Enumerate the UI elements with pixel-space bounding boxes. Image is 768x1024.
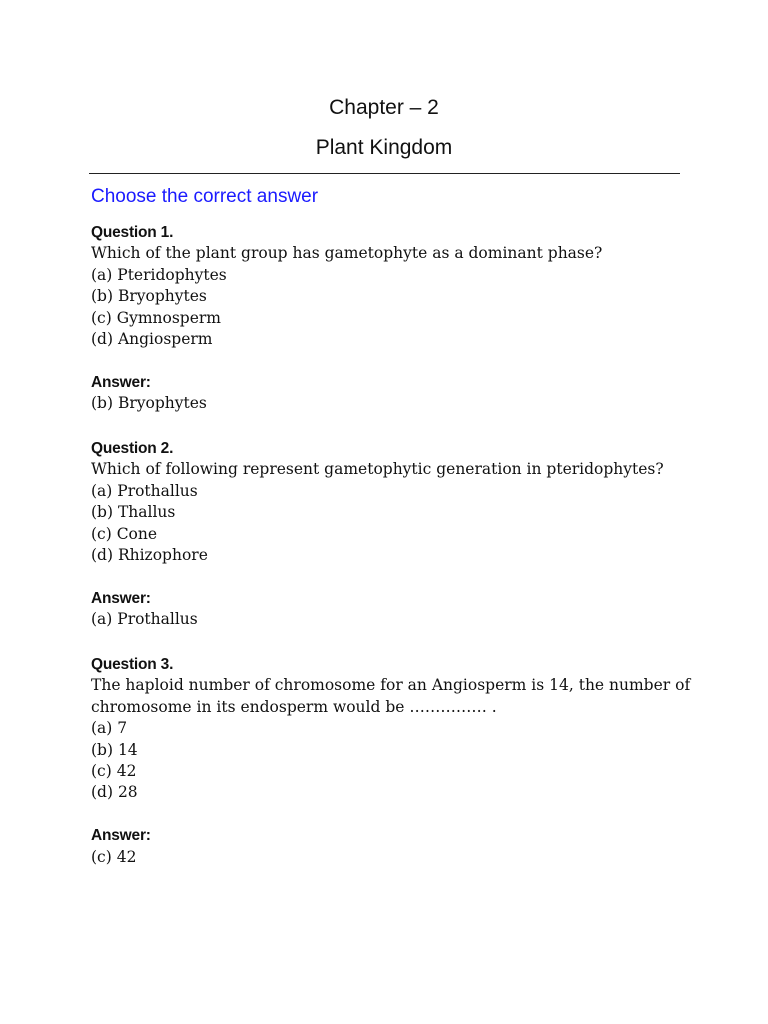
option-a: (a) Prothallus bbox=[91, 481, 198, 500]
option-d: (d) Angiosperm bbox=[91, 330, 213, 349]
chapter-number: Chapter – 2 bbox=[329, 96, 439, 119]
question-text: Which of the plant group has gametophyte as a dominant phase? bbox=[91, 244, 603, 263]
question-label: Question 2. bbox=[91, 440, 174, 457]
page-title: Plant Kingdom bbox=[315, 136, 453, 159]
question-block-3 bbox=[91, 654, 691, 868]
option-a: (a) Pteridophytes bbox=[91, 265, 227, 284]
answer-label: Answer: bbox=[91, 373, 151, 391]
answer-text: (a) Prothallus bbox=[91, 610, 198, 629]
option-d: (d) 28 bbox=[91, 783, 138, 802]
option-b: (b) Bryophytes bbox=[91, 287, 207, 306]
question-label: Question 3. bbox=[91, 656, 174, 673]
answer-text: (b) Bryophytes bbox=[91, 394, 207, 413]
question-text: Which of following represent gametophytic generation in pteridophytes? bbox=[91, 460, 664, 479]
answer-text: (c) 42 bbox=[91, 847, 137, 866]
question-block-1 bbox=[91, 222, 681, 415]
option-c: (c) 42 bbox=[91, 762, 137, 781]
option-d: (d) Rhizophore bbox=[91, 546, 208, 565]
answer-label: Answer: bbox=[91, 827, 151, 845]
section-heading: Choose the correct answer bbox=[91, 186, 319, 207]
divider bbox=[89, 173, 680, 174]
option-b: (b) 14 bbox=[91, 740, 138, 759]
answer-label: Answer: bbox=[91, 589, 151, 607]
option-c: (c) Gymnosperm bbox=[91, 308, 222, 327]
question-label: Question 1. bbox=[91, 224, 174, 241]
question-text-line-2: chromosome in its endosperm would be …………… . bbox=[91, 697, 497, 716]
option-a: (a) 7 bbox=[91, 719, 128, 738]
option-b: (b) Thallus bbox=[91, 503, 176, 522]
option-c: (c) Cone bbox=[91, 524, 158, 543]
question-text-line-1: The haploid number of chromosome for an Angiosperm is 14, the number of bbox=[91, 676, 691, 695]
question-block-2 bbox=[91, 438, 681, 631]
